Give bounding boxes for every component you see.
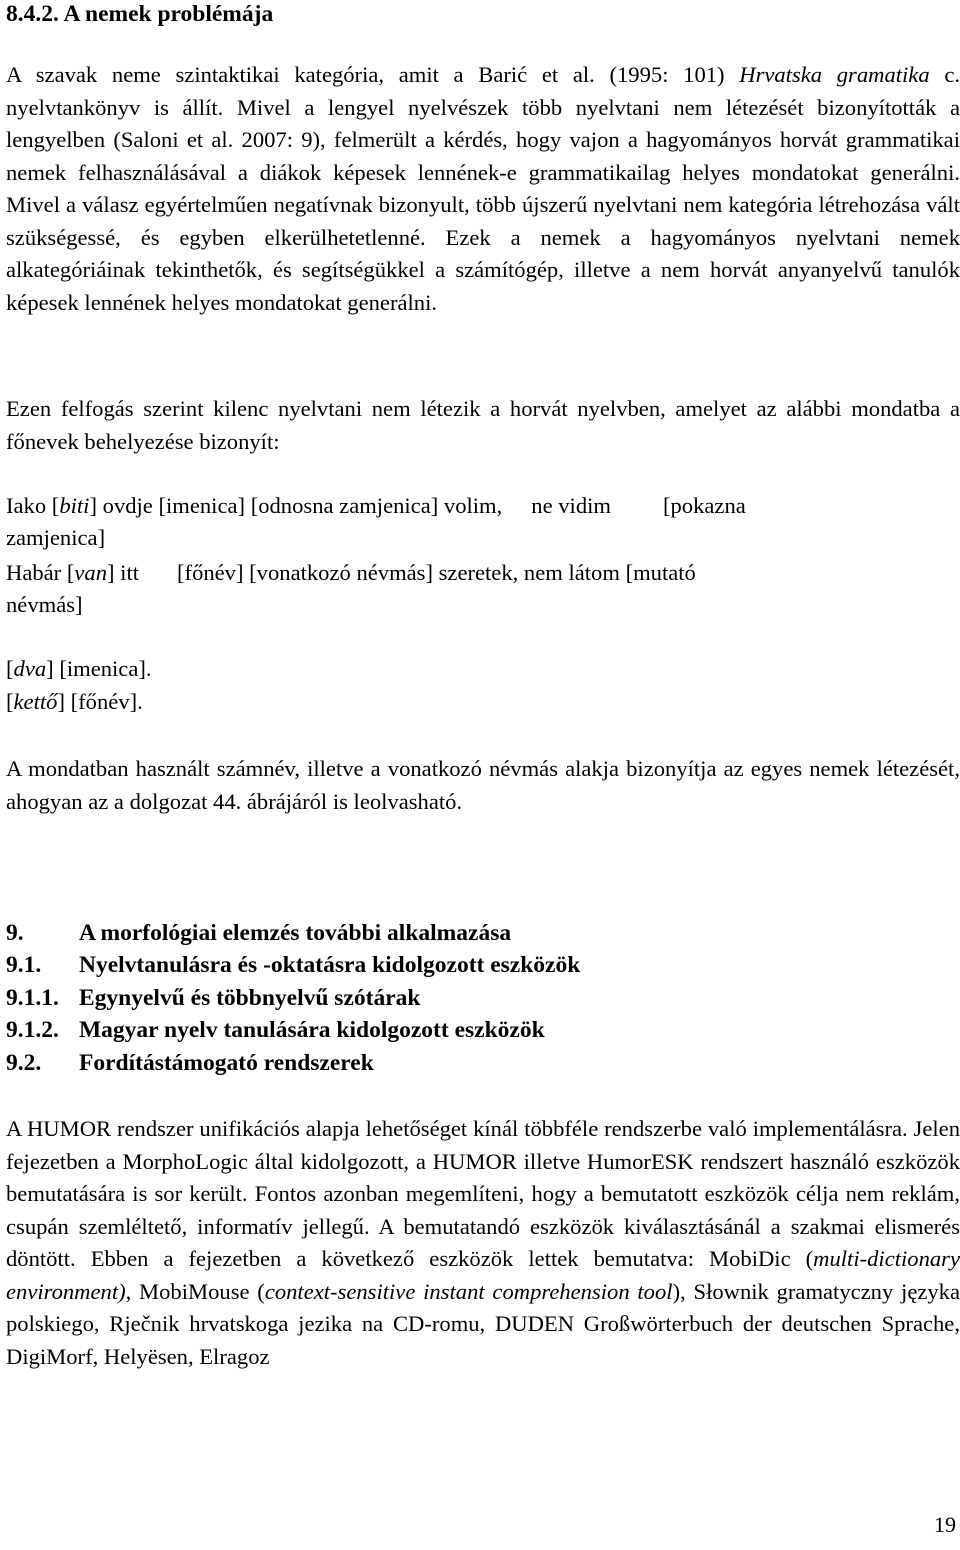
example-line-4 — [6, 686, 960, 719]
example-italic: dva — [13, 656, 47, 681]
example-text: ne vidim — [531, 493, 611, 518]
paragraph-1 — [6, 59, 960, 319]
heading-title: Magyar nyelv tanulására kidolgozott eszközök — [79, 1017, 545, 1043]
heading-number: 9.2. — [6, 1050, 42, 1076]
heading-title: Nyelvtanulásra és -oktatásra kidolgozott eszközök — [79, 952, 581, 978]
example-line-2-cont: névmás] — [6, 592, 83, 617]
example-line-1-cont: zamjenica] — [6, 525, 106, 550]
example-line-1 — [6, 490, 960, 523]
example-text: ] [imenica]. — [46, 656, 152, 681]
paragraph-4 — [6, 1113, 960, 1373]
example-text: [ — [6, 656, 14, 681]
example-text: ] ovdje [imenica] [odnosna zamjenica] volim, — [89, 493, 503, 518]
heading-title: A morfológiai elemzés további alkalmazása — [79, 920, 512, 946]
page-number: 19 — [934, 1512, 956, 1537]
chapter-heading-9-2 — [6, 1047, 374, 1080]
italic-run: multi-dictionary environment) — [6, 1246, 960, 1304]
text-run: ), Słownik gramatyczny języka polskiego, Rječnik hrvatskoga jezika na CD-romu, DUDEN Großwörterbuch der deutschen Sprache, DigiMorf, Helyësen, Elragoz — [6, 1278, 960, 1369]
example-text: [pokazna — [662, 493, 746, 518]
example-text: Iako [ — [6, 493, 60, 518]
text-run: c. nyelvtankönyv is állít. Mivel a lengyel nyelvészek több nyelvtani nem létezését bizonyították a lengyelben (Saloni et al. 2007: 9), felmerült a kérdés, hogy vajon a hagyományos horvát grammatikai nemek felhasználásával a diákok képesek lennének-e grammatikailag helyes mondatokat generálni. Mivel a válasz egyértelműen negatívnak bizonyult, több újszerű nyelvtani nem kategória létrehozása vált szükségessé, és egyben elkerülhetetlenné. Ezek a nemek a hagyományos nyelvtani nemek alkategóriáinak tekinthetők, és segítségükkel a számítógép, illetve a nem horvát anyanyelvű tanulók képesek lennének helyes mondatokat generálni. — [6, 62, 960, 315]
text-run: A szavak neme szintaktikai kategória, amit a Barić et al. (1995: 101) — [6, 62, 740, 87]
example-text: Habár [ — [6, 560, 75, 585]
heading-title: Fordítástámogató rendszerek — [79, 1050, 374, 1076]
chapter-heading-9-1-1 — [6, 982, 420, 1015]
paragraph-2: Ezen felfogás szerint kilenc nyelvtani nem létezik a horvát nyelvben, amelyet az alábbi mondatba a főnevek behelyezése bizonyít: — [6, 396, 960, 454]
section-heading: 8.4.2. A nemek problémája — [6, 1, 274, 27]
heading-number: 9.1.2. — [6, 1017, 59, 1043]
chapter-heading-9-1-2 — [6, 1014, 545, 1047]
example-italic: van — [74, 560, 107, 585]
heading-title: Egynyelvű és többnyelvű szótárak — [79, 985, 421, 1011]
text-run: , MobiMouse ( — [125, 1278, 265, 1304]
example-italic: biti — [59, 493, 90, 518]
italic-run: Hrvatska gramatika — [739, 62, 930, 87]
text-run: A HUMOR rendszer unifikációs alapja lehetőséget kínál többféle rendszerbe való implementálásra. Jelen fejezetben a MorphoLogic által kidolgozott, a HUMOR illetve HumorESK rendszert használó eszközök bemutatására is sor került. Fontos azonban megemlíteni, hogy a bemutatott eszközök célja nem reklám, csupán szemléltető, informatív jellegű. A bemutatandó eszközök kiválasztásánál a szakmai elismerés döntött. Ebben a fejezetben a következő eszközök lettek bemutatva: MobiDic ( — [6, 1116, 960, 1271]
chapter-heading-9 — [6, 917, 511, 950]
example-line-2 — [6, 557, 960, 590]
example-text: ] [főnév]. — [57, 689, 143, 714]
heading-number: 9. — [6, 920, 24, 946]
heading-number: 9.1. — [6, 952, 42, 978]
example-text: [főnév] [vonatkozó névmás] szeretek, nem látom [mutató — [177, 560, 696, 585]
italic-run: context-sensitive instant comprehension tool — [264, 1278, 673, 1304]
paragraph-3: A mondatban használt számnév, illetve a vonatkozó névmás alakja bizonyítja az egyes nemek létezését, ahogyan az a dolgozat 44. ábrájáról is leolvasható. — [6, 756, 960, 814]
chapter-heading-9-1 — [6, 949, 580, 982]
example-line-3 — [6, 653, 960, 686]
example-italic: kettő — [13, 689, 58, 714]
example-text: [ — [6, 689, 14, 714]
heading-number: 9.1.1. — [6, 985, 59, 1011]
example-text: ] itt — [107, 560, 140, 585]
